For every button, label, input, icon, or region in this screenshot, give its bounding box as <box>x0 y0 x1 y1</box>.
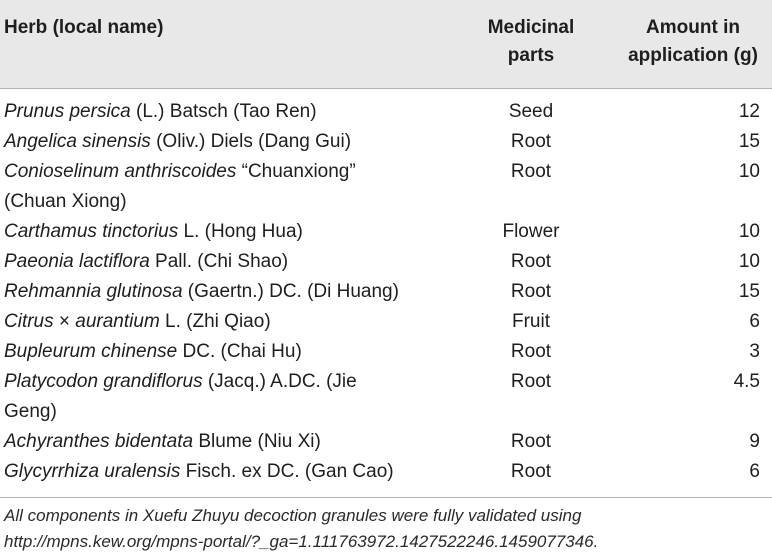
amount-cell: 15 <box>738 281 760 302</box>
amount-cell: 4.5 <box>733 371 760 392</box>
herb-name-rest: (Gaertn.) DC. (Di Huang) <box>182 281 399 302</box>
herb-name-rest: L. (Hong Hua) <box>178 221 303 242</box>
herb-name-cell <box>4 277 454 307</box>
herb-latin-name: Achyranthes bidentata <box>4 431 194 452</box>
herb-latin-name: Bupleurum chinense <box>4 341 178 362</box>
herb-name-cell <box>4 457 454 487</box>
medicinal-parts-cell: Root <box>510 161 552 182</box>
herb-name-rest: × <box>53 311 76 332</box>
herb-name-line <box>4 277 454 307</box>
herb-name-rest: Pall. (Chi Shao) <box>149 251 289 272</box>
herb-name-line <box>4 397 454 427</box>
header-amount-line1: Amount in <box>646 17 740 38</box>
herb-name-rest: (Jacq.) A.DC. (Jie <box>202 371 357 392</box>
header-parts-line1: Medicinal <box>487 17 575 38</box>
table-row <box>0 307 772 337</box>
herb-name-line <box>4 217 454 247</box>
herb-name-line <box>4 187 454 217</box>
herb-name-line <box>4 247 454 277</box>
herb-name-line <box>4 127 454 157</box>
herb-name-rest: DC. (Chai Hu) <box>177 341 302 362</box>
table-row <box>0 457 772 487</box>
herb-latin-name: Prunus persica <box>4 101 131 122</box>
herb-latin-name: Rehmannia glutinosa <box>4 281 183 302</box>
table-bottom-rule <box>0 497 772 498</box>
herb-name-line <box>4 307 454 337</box>
herb-name-line <box>4 367 454 397</box>
table-row <box>0 367 772 427</box>
herb-name-cell <box>4 337 454 367</box>
herb-name-rest: (Chuan Xiong) <box>4 191 127 212</box>
table-row <box>0 157 772 217</box>
amount-cell: 10 <box>738 251 760 272</box>
amount-cell: 10 <box>738 161 760 182</box>
medicinal-parts-cell: Root <box>510 461 552 482</box>
header-amount <box>618 14 768 70</box>
herb-name-line <box>4 457 454 487</box>
herb-latin-name: Platycodon grandiflorus <box>4 371 203 392</box>
medicinal-parts-cell: Seed <box>508 101 554 122</box>
header-parts-line2: parts <box>507 45 555 66</box>
herb-name-cell <box>4 97 454 127</box>
medicinal-parts-cell: Root <box>510 281 552 302</box>
herb-latin-name: aurantium <box>75 311 160 332</box>
herb-name-rest: Blume (Niu Xi) <box>193 431 321 452</box>
medicinal-parts-cell: Root <box>510 131 552 152</box>
table-footnote: All components in Xuefu Zhuyu decoction granules were fully validated using http://mpns.kew.org/mpns-portal/?_ga=1.111763972.1427522246.1459077346. <box>4 506 599 551</box>
amount-cell: 9 <box>749 431 760 452</box>
herb-name-line <box>4 157 454 187</box>
table-row <box>0 127 772 157</box>
herb-name-rest: (L.) Batsch (Tao Ren) <box>130 101 317 122</box>
herb-name-cell <box>4 307 454 337</box>
medicinal-parts-cell: Root <box>510 371 552 392</box>
herb-latin-name: Citrus <box>4 311 54 332</box>
herb-latin-name: Carthamus tinctorius <box>4 221 179 242</box>
table-row <box>0 217 772 247</box>
table-row <box>0 337 772 367</box>
herb-name-cell <box>4 427 454 457</box>
amount-cell: 3 <box>749 341 760 362</box>
herb-name-rest: Fisch. ex DC. (Gan Cao) <box>180 461 394 482</box>
herb-name-rest: L. (Zhi Qiao) <box>159 311 271 332</box>
herb-name-cell <box>4 247 454 277</box>
medicinal-parts-cell: Root <box>510 341 552 362</box>
table-row <box>0 247 772 277</box>
amount-cell: 6 <box>749 311 760 332</box>
herb-name-cell <box>4 367 454 427</box>
header-herb: Herb (local name) <box>4 17 164 38</box>
herb-name-cell <box>4 217 454 247</box>
medicinal-parts-cell: Root <box>510 251 552 272</box>
amount-cell: 10 <box>738 221 760 242</box>
herb-name-rest: “Chuanxiong” <box>236 161 356 182</box>
herb-latin-name: Conioselinum anthriscoides <box>4 161 237 182</box>
medicinal-parts-cell: Fruit <box>512 311 550 332</box>
table-row <box>0 427 772 457</box>
header-medicinal-parts <box>478 14 584 70</box>
amount-cell: 6 <box>749 461 760 482</box>
herb-latin-name: Angelica sinensis <box>4 131 151 152</box>
herb-name-rest: Geng) <box>4 401 57 422</box>
herb-name-cell <box>4 157 454 217</box>
table-body <box>0 97 772 487</box>
herb-name-rest: (Oliv.) Diels (Dang Gui) <box>150 131 352 152</box>
medicinal-parts-cell: Root <box>510 431 552 452</box>
table-row <box>0 97 772 127</box>
table-row <box>0 277 772 307</box>
amount-cell: 12 <box>738 101 760 122</box>
table-header <box>0 0 772 89</box>
herb-name-line <box>4 337 454 367</box>
herb-name-line <box>4 97 454 127</box>
herb-name-line <box>4 427 454 457</box>
amount-cell: 15 <box>738 131 760 152</box>
herb-latin-name: Glycyrrhiza uralensis <box>4 461 181 482</box>
medicinal-parts-cell: Flower <box>502 221 560 242</box>
herb-latin-name: Paeonia lactiflora <box>4 251 150 272</box>
herb-name-cell <box>4 127 454 157</box>
header-amount-line2: application (g) <box>628 45 758 66</box>
